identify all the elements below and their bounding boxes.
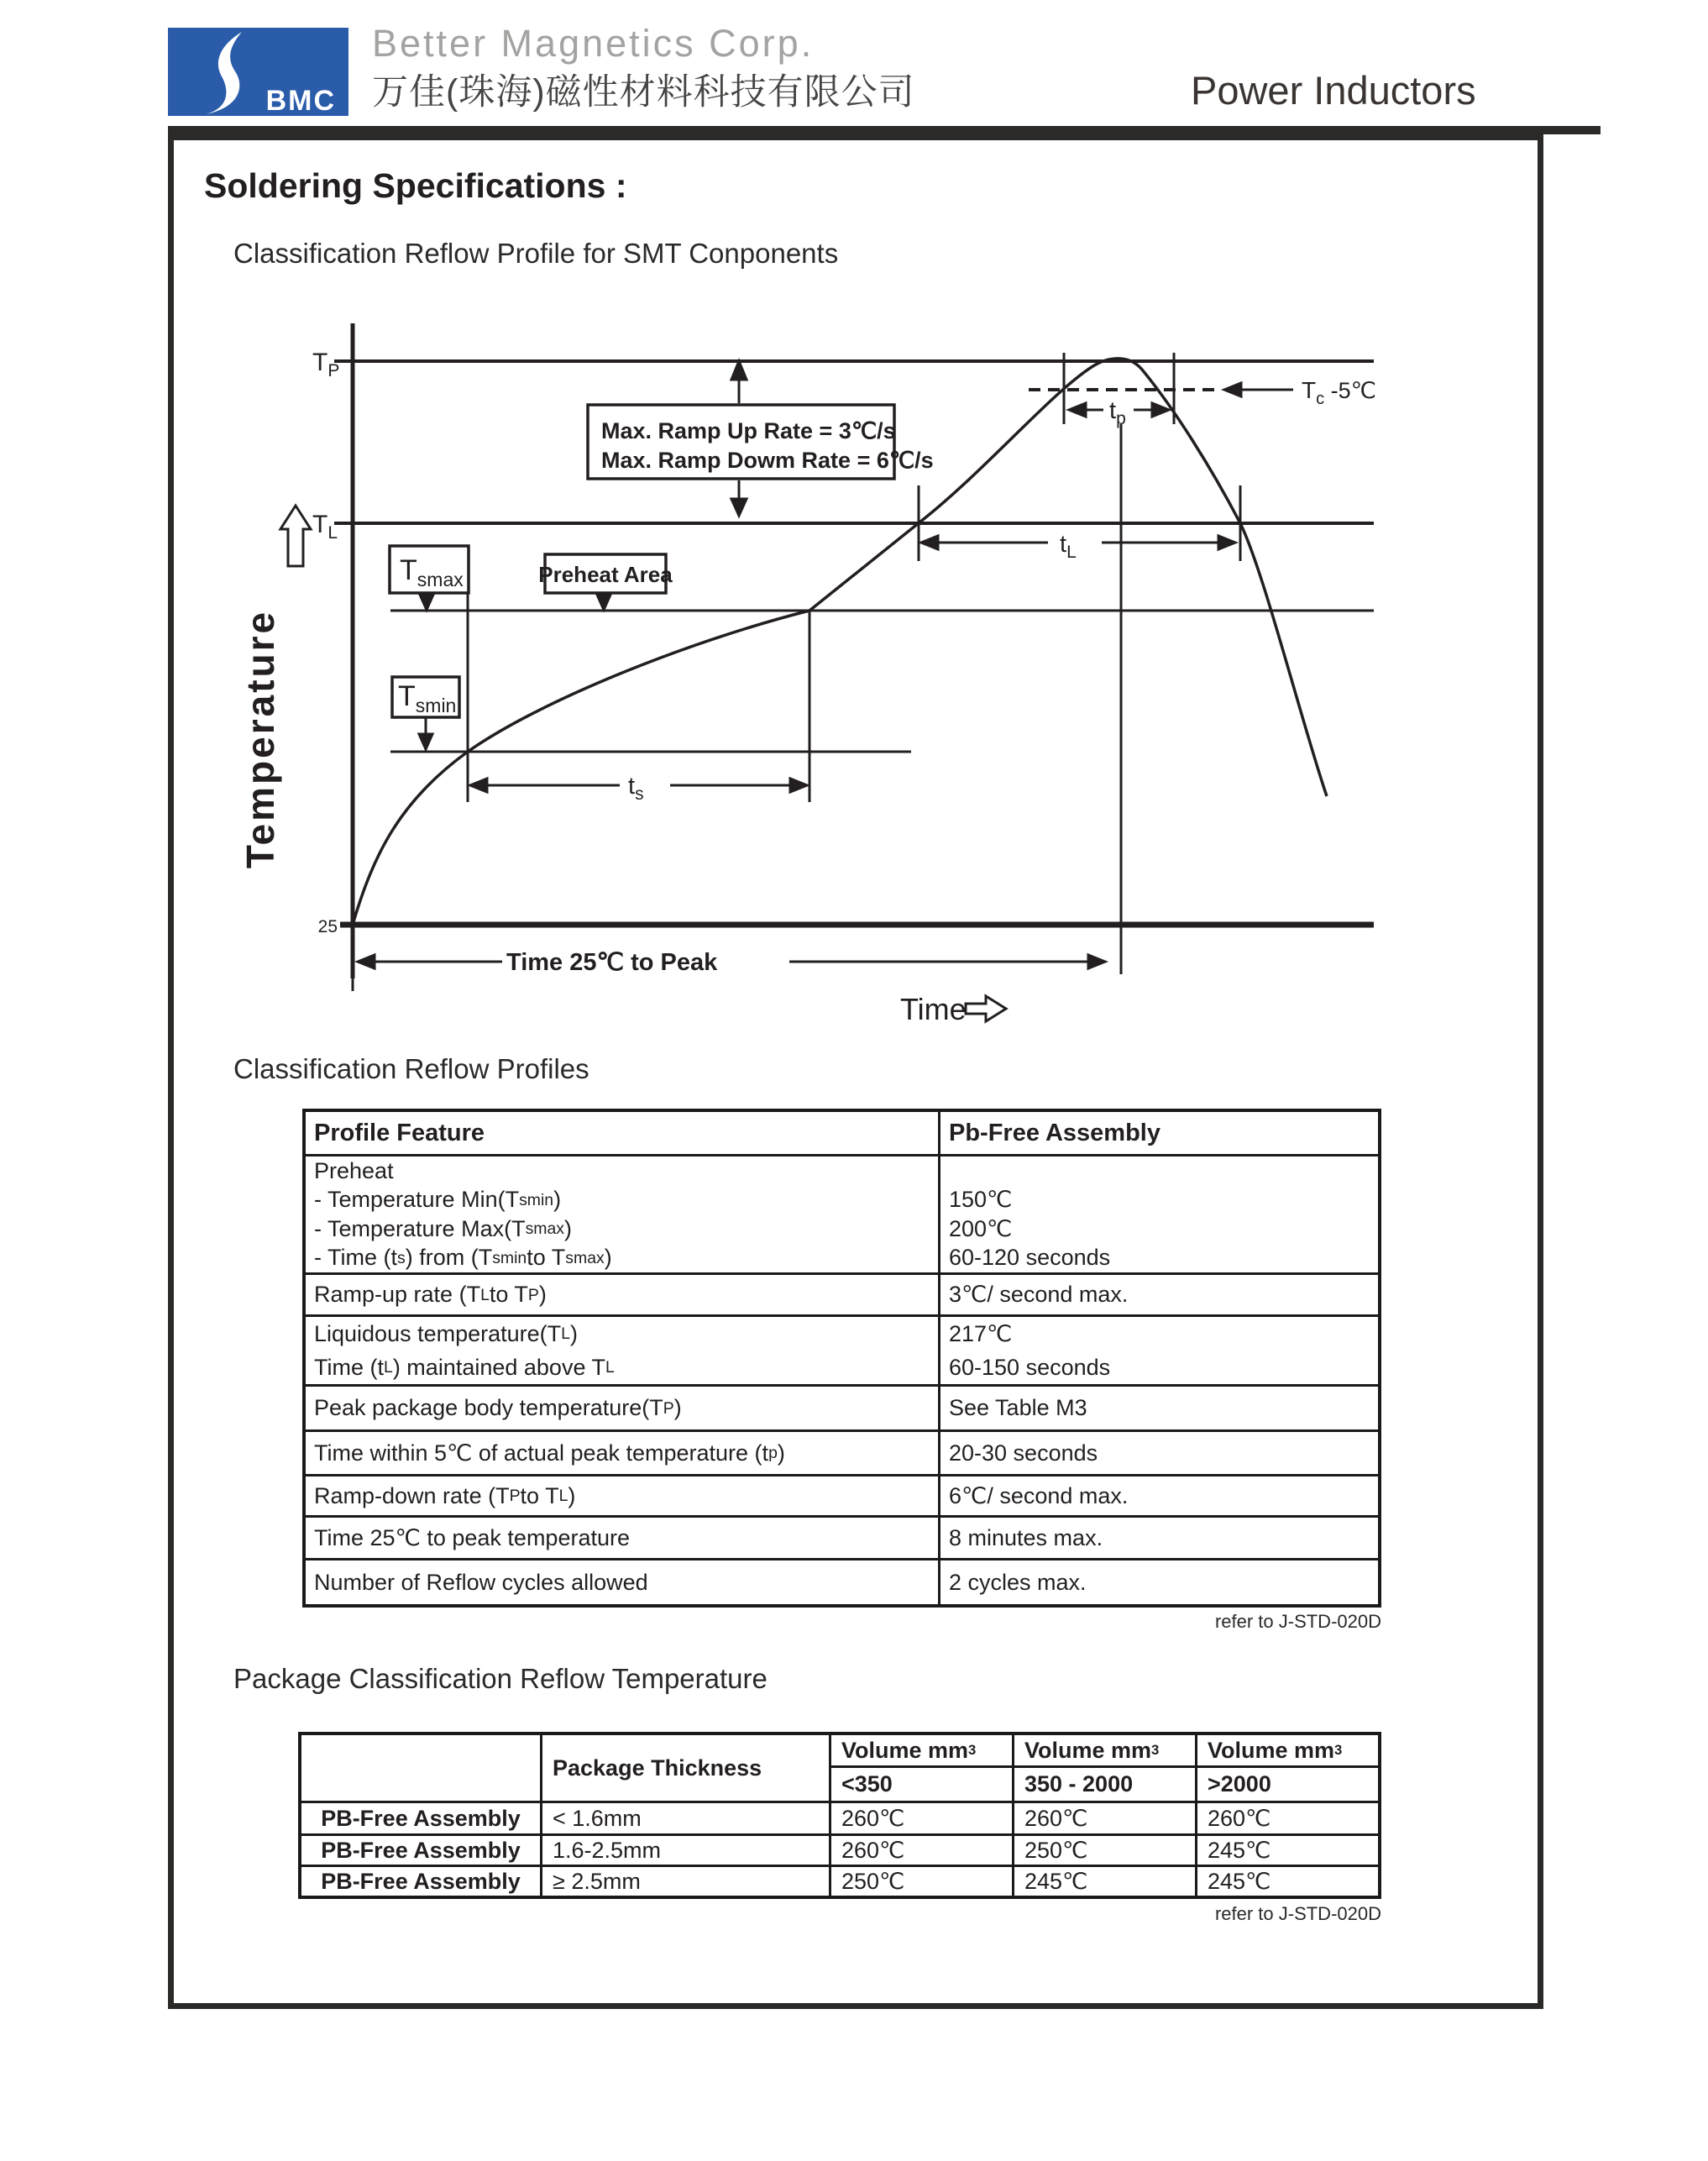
cell-text: 60-120 seconds xyxy=(949,1245,1111,1271)
temp-value: 250℃ xyxy=(829,1865,1012,1896)
temp-value: 245℃ xyxy=(1012,1865,1195,1896)
cell-text: 60-150 seconds xyxy=(949,1354,1111,1380)
package-table xyxy=(298,1732,1381,1899)
header-divider xyxy=(168,126,1601,134)
reference-note: refer to J-STD-020D xyxy=(1214,1611,1381,1632)
time-arrow-right xyxy=(1088,955,1105,968)
ramp-up-rate-label: Max. Ramp Up Rate = 3℃/s xyxy=(601,418,896,443)
arrow-down-to-tl xyxy=(731,499,747,516)
temp-value: 260℃ xyxy=(829,1801,1012,1833)
preheat-area-label: Preheat Area xyxy=(538,562,673,587)
reflow-profile-chart xyxy=(168,302,1545,1041)
temp-value: 260℃ xyxy=(1012,1801,1195,1833)
column-header-volume-1: Volume mm 3 xyxy=(829,1735,1012,1765)
cell-text: Ramp-up rate (T L to T P ) xyxy=(314,1282,547,1307)
reference-note: refer to J-STD-020D xyxy=(1214,1903,1381,1924)
time-to-peak-label: Time 25℃ to Peak xyxy=(506,949,718,976)
tsmax-box xyxy=(390,546,469,593)
cell-text: 200℃ xyxy=(949,1215,1013,1241)
cell-text: See Table M3 xyxy=(949,1395,1087,1420)
company-name-en: Better Magnetics Corp. xyxy=(372,22,815,65)
origin-label: 25 xyxy=(317,917,338,936)
volume-range-1: <350 xyxy=(829,1765,1012,1801)
tp-span-label: $t_p$ xyxy=(1109,397,1126,428)
row-label: PB-Free Assembly xyxy=(301,1865,540,1896)
svg-text:Tsmin: Tsmin xyxy=(398,680,457,716)
tl-arrow-right xyxy=(1218,536,1235,549)
y-axis-label: Temperature xyxy=(238,609,282,869)
thickness-value: ≥ 2.5mm xyxy=(540,1865,829,1896)
thickness-value: < 1.6mm xyxy=(540,1801,829,1833)
cell-text: - Temperature Min(T smin ) xyxy=(314,1187,562,1213)
temp-value: 250℃ xyxy=(1012,1833,1195,1865)
arrow-tsmin xyxy=(419,734,432,749)
preheat-area-box xyxy=(538,554,673,593)
table-row-liquidous xyxy=(306,1314,1378,1384)
cell-text: Preheat xyxy=(314,1157,394,1183)
ts-span-label: $t_s$ xyxy=(628,773,644,804)
table-row-time25 xyxy=(306,1515,1378,1558)
tp-axis-label: $T_P$ xyxy=(312,349,340,380)
cell-text: Ramp-down rate (T P to T L ) xyxy=(314,1482,576,1508)
cell-text: 3℃/ second max. xyxy=(949,1282,1129,1307)
arrow-preheat xyxy=(597,595,610,610)
column-header-volume-2: Volume mm 3 xyxy=(1012,1735,1195,1765)
volume-range-2: 350 - 2000 xyxy=(1012,1765,1195,1801)
thickness-value: 1.6-2.5mm xyxy=(540,1833,829,1865)
tl-axis-label: $T_L$ xyxy=(312,511,338,543)
cell-text: 20-30 seconds xyxy=(949,1440,1098,1466)
ramp-rate-box xyxy=(588,405,934,479)
table-row-time-within5 xyxy=(306,1429,1378,1474)
cell-text: Peak package body temperature(T P ) xyxy=(314,1395,682,1420)
tc-arrow xyxy=(1224,383,1241,396)
table-row-preheat xyxy=(306,1154,1378,1272)
cell-text: - Time (t s ) from (T smin to T smax ) xyxy=(314,1245,612,1271)
arrow-tsmax xyxy=(420,595,433,610)
cell-text: 150℃ xyxy=(949,1187,1013,1213)
column-header-thickness: Package Thickness xyxy=(540,1735,829,1801)
table-row-peak-temp xyxy=(306,1384,1378,1429)
temperature-up-arrow-icon xyxy=(280,506,311,566)
temp-value: 260℃ xyxy=(829,1833,1012,1865)
tp-arrow-left xyxy=(1069,403,1086,417)
cell-text: Number of Reflow cycles allowed xyxy=(314,1569,648,1595)
ramp-down-rate-label: Max. Ramp Dowm Rate = 6℃/s xyxy=(601,448,934,473)
ts-arrow-left xyxy=(470,779,487,792)
section-title-profiles: Classification Reflow Profiles xyxy=(233,1053,589,1084)
column-header-volume-3: Volume mm 3 xyxy=(1195,1735,1378,1765)
profiles-table xyxy=(302,1109,1381,1608)
cell-text: - Temperature Max(T smax ) xyxy=(314,1215,573,1241)
tc-minus5-label: $T_c$ -5℃ xyxy=(1302,377,1376,408)
arrow-up-to-tp xyxy=(731,361,747,380)
cell-text xyxy=(949,1157,1378,1186)
cell-text: Time within 5℃ of actual peak temperature (t p ) xyxy=(314,1440,785,1466)
cell-text: Time (t L ) maintained above T L xyxy=(314,1354,615,1380)
time-right-arrow-icon xyxy=(966,996,1006,1021)
section-title-soldering: Soldering Specifications : xyxy=(204,166,627,205)
svg-text:Tsmax: Tsmax xyxy=(400,554,464,590)
table-row-rampdown xyxy=(306,1474,1378,1515)
table-row-rampup xyxy=(306,1272,1378,1314)
row-label: PB-Free Assembly xyxy=(301,1801,540,1833)
x-axis-label: Time xyxy=(900,992,967,1026)
logo-acronym: BMC xyxy=(265,85,336,116)
column-header-assembly: Pb-Free Assembly xyxy=(938,1112,1378,1154)
table-row-cycles xyxy=(306,1558,1378,1604)
cell-text: 2 cycles max. xyxy=(949,1569,1087,1595)
tl-arrow-left xyxy=(921,536,938,549)
company-logo xyxy=(168,28,348,116)
time-arrow-left xyxy=(358,955,375,968)
cell-text: Time 25℃ to peak temperature xyxy=(314,1524,630,1550)
section-title-package: Package Classification Reflow Temperature xyxy=(233,1663,768,1694)
tp-arrow-right xyxy=(1152,403,1169,417)
company-name-zh: 万佳(珠海)磁性材料科技有限公司 xyxy=(372,72,915,113)
cell-text: Liquidous temperature(T L ) xyxy=(314,1320,578,1346)
tl-span-label: $t_L$ xyxy=(1060,531,1077,562)
blank-header-cell xyxy=(301,1735,540,1801)
temp-value: 245℃ xyxy=(1195,1833,1378,1865)
ts-arrow-right xyxy=(790,779,807,792)
cell-text: 6℃/ second max. xyxy=(949,1482,1129,1508)
page-title: Power Inductors xyxy=(1191,68,1476,113)
row-label: PB-Free Assembly xyxy=(301,1833,540,1865)
section-title-reflow-profile: Classification Reflow Profile for SMT Conponents xyxy=(233,238,839,269)
cell-text: 217℃ xyxy=(949,1320,1013,1346)
temp-value: 260℃ xyxy=(1195,1801,1378,1833)
cell-text: 8 minutes max. xyxy=(949,1524,1103,1550)
volume-range-3: >2000 xyxy=(1195,1765,1378,1801)
column-header-feature: Profile Feature xyxy=(314,1119,485,1146)
table-header-row xyxy=(306,1112,1378,1154)
tsmin-box xyxy=(392,677,459,717)
temp-value: 245℃ xyxy=(1195,1865,1378,1896)
